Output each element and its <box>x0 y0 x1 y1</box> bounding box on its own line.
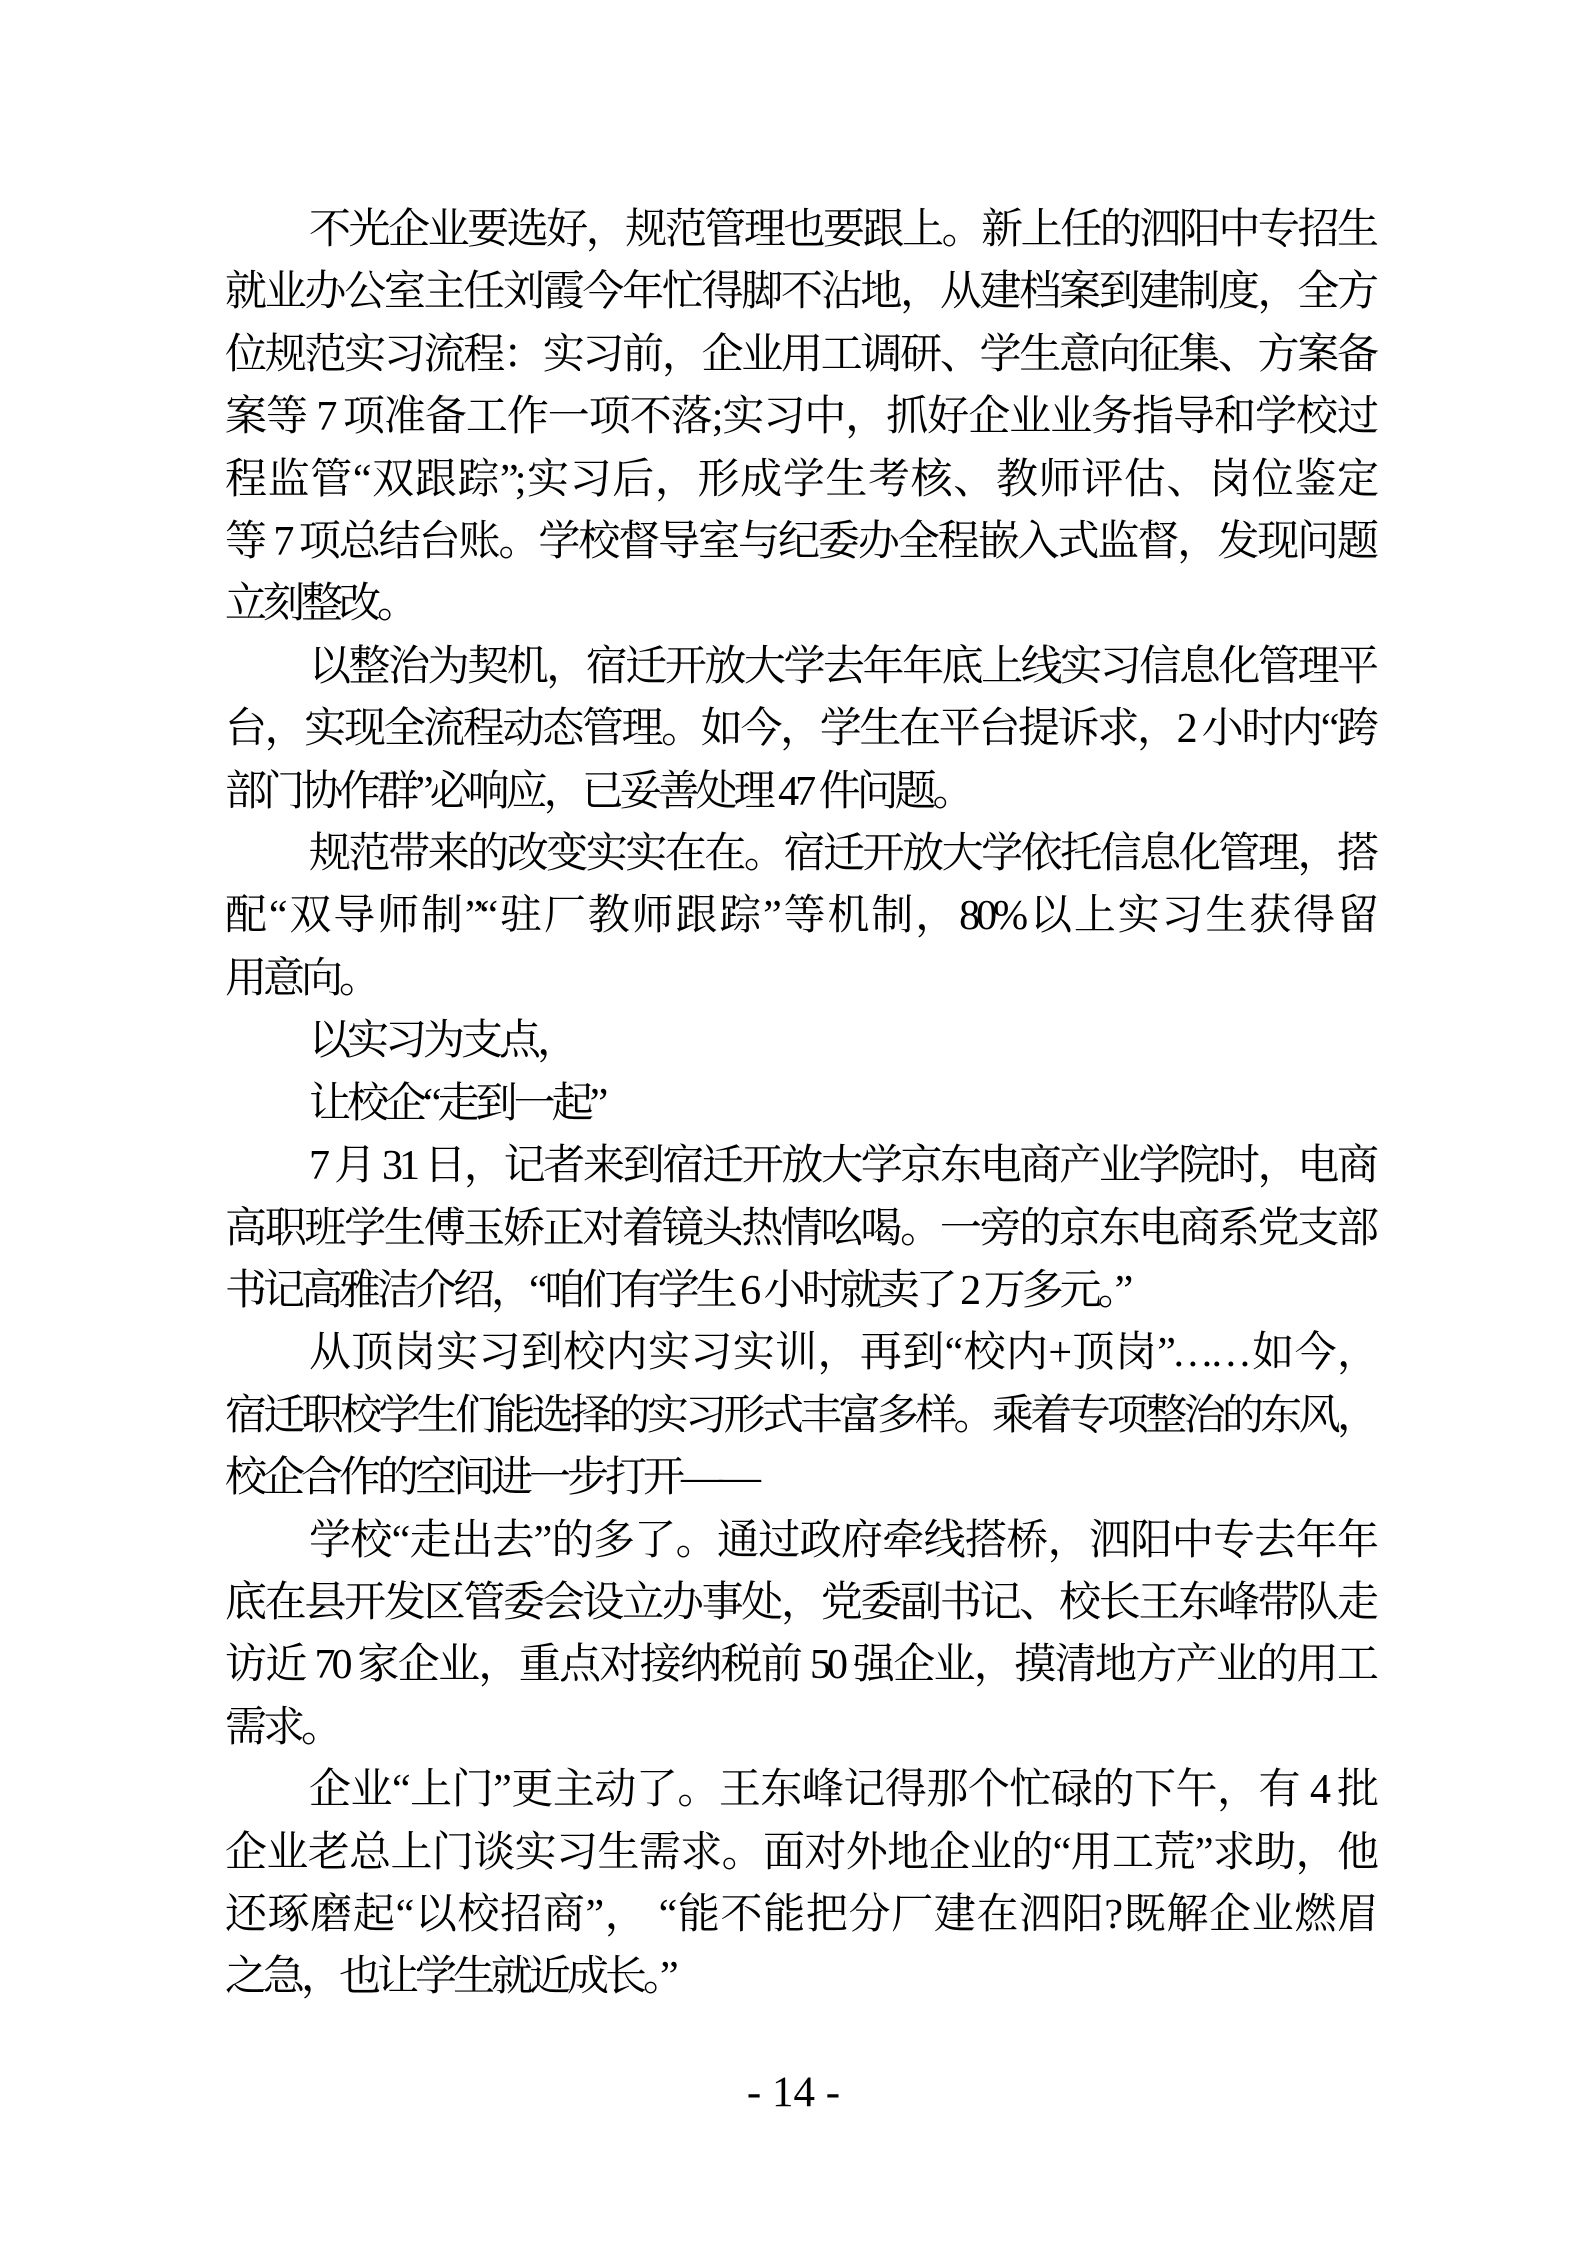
text-line: 以整治为契机，宿迁开放大学去年年底上线实习信息化管理平 <box>309 643 1375 690</box>
paragraph <box>225 823 1375 1010</box>
text-line: 用意向。 <box>225 955 378 1002</box>
text-line: 让校企“走到一起” <box>309 1080 605 1127</box>
text-line: 访近 70 家企业，重点对接纳税前 50 强企业，摸清地方产业的用工 <box>225 1642 1375 1689</box>
text-line: 配“双导师制”“驻厂教师跟踪”等机制，80%以上实习生获得留 <box>225 893 1375 940</box>
text-line: 底在县开发区管委会设立办事处，党委副书记、校长王东峰带队走 <box>225 1579 1375 1626</box>
paragraph <box>225 1073 1375 1135</box>
text-line: 位规范实习流程：实习前，企业用工调研、学生意向征集、方案备 <box>225 331 1375 378</box>
paragraph <box>225 1135 1375 1322</box>
text-line: 还琢磨起“以校招商”， “能不能把分厂建在泗阳?既解企业燃眉 <box>225 1891 1375 1938</box>
text-line: 7 月 31 日，记者来到宿迁开放大学京东电商产业学院时，电商 <box>309 1143 1375 1190</box>
paragraph <box>225 199 1375 636</box>
page-number: - 14 - <box>746 2069 841 2116</box>
text-line: 不光企业要选好，规范管理也要跟上。新上任的泗阳中专招生 <box>309 207 1375 253</box>
text-line: 之急，也让学生就近成长。” <box>225 1954 675 2001</box>
text-line: 等 7 项总结台账。学校督导室与纪委办全程嵌入式监督，发现问题 <box>225 519 1375 566</box>
page-footer <box>0 2068 1587 2118</box>
text-line: 企业“上门”更主动了。王东峰记得那个忙碌的下午，有 4 批 <box>309 1767 1375 1814</box>
text-line: 校企合作的空间进一步打开—— <box>225 1455 758 1502</box>
text-line: 从顶岗实习到校内实习实训，再到“校内+顶岗”……如今， <box>309 1330 1375 1377</box>
paragraph <box>225 1010 1375 1072</box>
text-line: 部门协作群”必响应，已妥善处理 47 件问题。 <box>225 768 971 815</box>
text-line: 台，实现全流程动态管理。如今，学生在平台提诉求，2 小时内“跨 <box>225 706 1375 753</box>
paragraph <box>225 636 1375 823</box>
text-line: 书记高雅洁介绍，“咱们有学生 6 小时就卖了 2 万多元。” <box>225 1267 1130 1314</box>
paragraph <box>225 1510 1375 1760</box>
paragraph <box>225 1322 1375 1509</box>
text-line: 以实习为支点， <box>309 1018 576 1065</box>
text-line: 学校“走出去”的多了。通过政府牵线搭桥，泗阳中专去年年 <box>309 1517 1375 1564</box>
text-line: 需求。 <box>225 1704 340 1751</box>
text-line: 高职班学生傅玉娇正对着镜头热情吆喝。一旁的京东电商系党支部 <box>225 1205 1375 1252</box>
text-line: 宿迁职校学生们能选择的实习形式丰富多样。乘着专项整治的东风， <box>225 1392 1375 1439</box>
text-line: 规范带来的改变实实在在。宿迁开放大学依托信息化管理，搭 <box>309 831 1375 878</box>
text-block <box>225 199 1375 2009</box>
text-line: 案等 7 项准备工作一项不落;实习中，抓好企业业务指导和学校过 <box>225 394 1375 441</box>
text-line: 立刻整改。 <box>225 581 416 628</box>
text-line: 企业老总上门谈实习生需求。面对外地企业的“用工荒”求助，他 <box>225 1829 1375 1876</box>
text-line: 程监管“双跟踪”;实习后，形成学生考核、教师评估、岗位鉴定 <box>225 456 1375 503</box>
paragraph <box>225 1759 1375 2009</box>
text-line: 就业办公室主任刘霞今年忙得脚不沾地，从建档案到建制度，全方 <box>225 269 1375 316</box>
